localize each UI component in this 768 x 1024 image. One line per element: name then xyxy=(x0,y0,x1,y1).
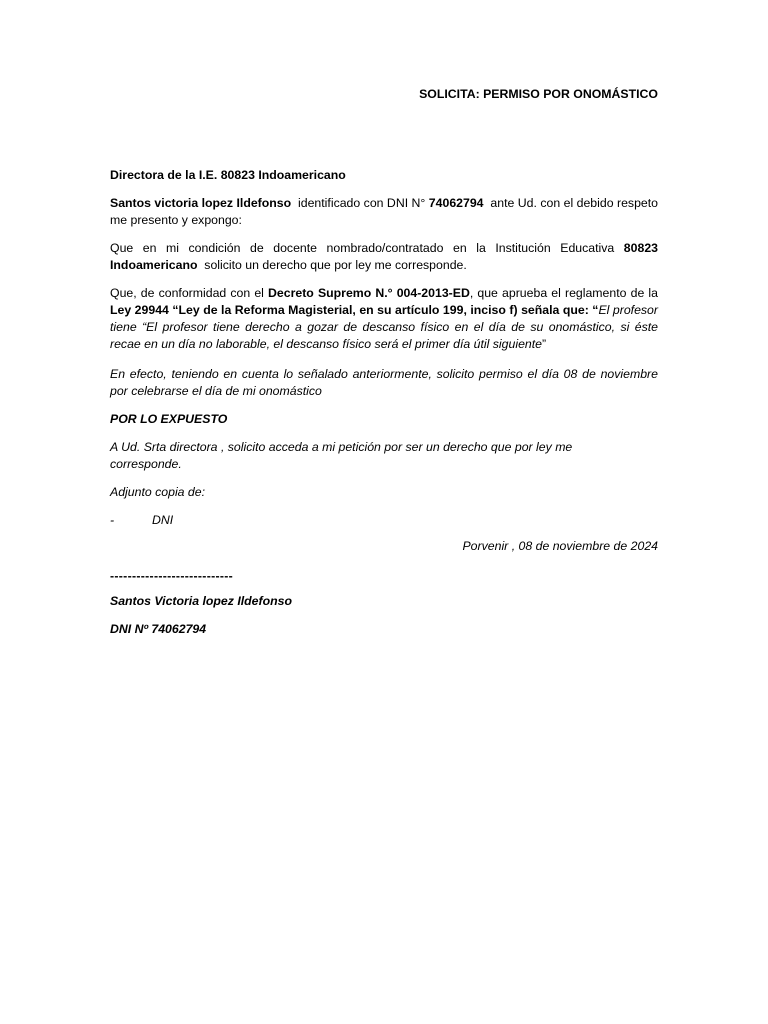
applicant-name: Santos victoria lopez Ildefonso xyxy=(110,196,292,210)
signature-name-text: Santos Victoria lopez Ildefonso xyxy=(110,594,292,608)
quote-close: ” xyxy=(542,337,547,351)
law-quote: El profesor tiene “El profesor tiene derecho a gozar de descanso físico en el día de su onomástico, si éste recae en un día no laborable, el descanso físico será el primer día útil siguiente xyxy=(110,303,658,351)
addressee xyxy=(110,167,658,184)
attachments-label xyxy=(110,484,658,501)
legal-paragraph xyxy=(110,285,658,353)
addressee-text: Directora de la I.E. 80823 Indoamericano xyxy=(110,168,346,182)
condition-text-1: Que en mi condición de docente nombrado/contratado en la Institución Educativa xyxy=(110,241,624,255)
signature-line xyxy=(110,568,658,585)
place-date xyxy=(110,538,658,555)
condition-text-2: solicito un derecho que por ley me corresponde. xyxy=(197,258,467,272)
school-name: 80823 Indoamericano xyxy=(110,241,658,272)
attachment-text: DNI xyxy=(152,513,174,527)
legal-text-2: , que aprueba el reglamento de la xyxy=(469,286,658,300)
intro-text-2: ante Ud. con el debido respeto me presento y expongo: xyxy=(110,196,662,227)
attachments-label-text: Adjunto copia de: xyxy=(110,485,206,499)
request-text: En efecto, teniendo en cuenta lo señalado anteriormente, solicito permiso el día 08 de noviembre por celebrarse el día de mi onomástico xyxy=(110,367,658,398)
signature-line-text: ---------------------------- xyxy=(110,569,234,583)
intro-paragraph xyxy=(110,195,662,229)
petition-text: A Ud. Srta directora , solicito acceda a mi petición por ser un derecho que por ley me corresponde. xyxy=(110,440,573,471)
place-date-text: Porvenir , 08 de noviembre de 2024 xyxy=(462,539,658,553)
decree-reference: Decreto Supremo N.° 004-2013-ED xyxy=(268,286,470,300)
signature-name xyxy=(110,593,658,610)
law-reference: Ley 29944 “Ley de la Reforma Magisterial, en su artículo 199, inciso f) señala que: “ xyxy=(110,303,599,317)
legal-text-1: Que, de conformidad con el xyxy=(110,286,269,300)
subject-text: SOLICITA: PERMISO POR ONOMÁSTICO xyxy=(419,87,658,101)
condition-paragraph xyxy=(110,240,658,274)
request-paragraph xyxy=(110,366,658,400)
por-lo-expuesto-heading xyxy=(110,411,658,428)
signature-dni xyxy=(110,621,658,638)
applicant-dni: 74062794 xyxy=(428,196,484,210)
signature-dni-text: DNI Nº 74062794 xyxy=(110,622,207,636)
subject-line xyxy=(110,86,658,103)
por-lo-expuesto-text: POR LO EXPUESTO xyxy=(110,412,228,426)
attachment-bullet: - xyxy=(110,513,115,527)
intro-text-1: identificado con DNI N° xyxy=(291,196,429,210)
attachment-item xyxy=(110,512,658,529)
petition-paragraph xyxy=(110,439,610,473)
